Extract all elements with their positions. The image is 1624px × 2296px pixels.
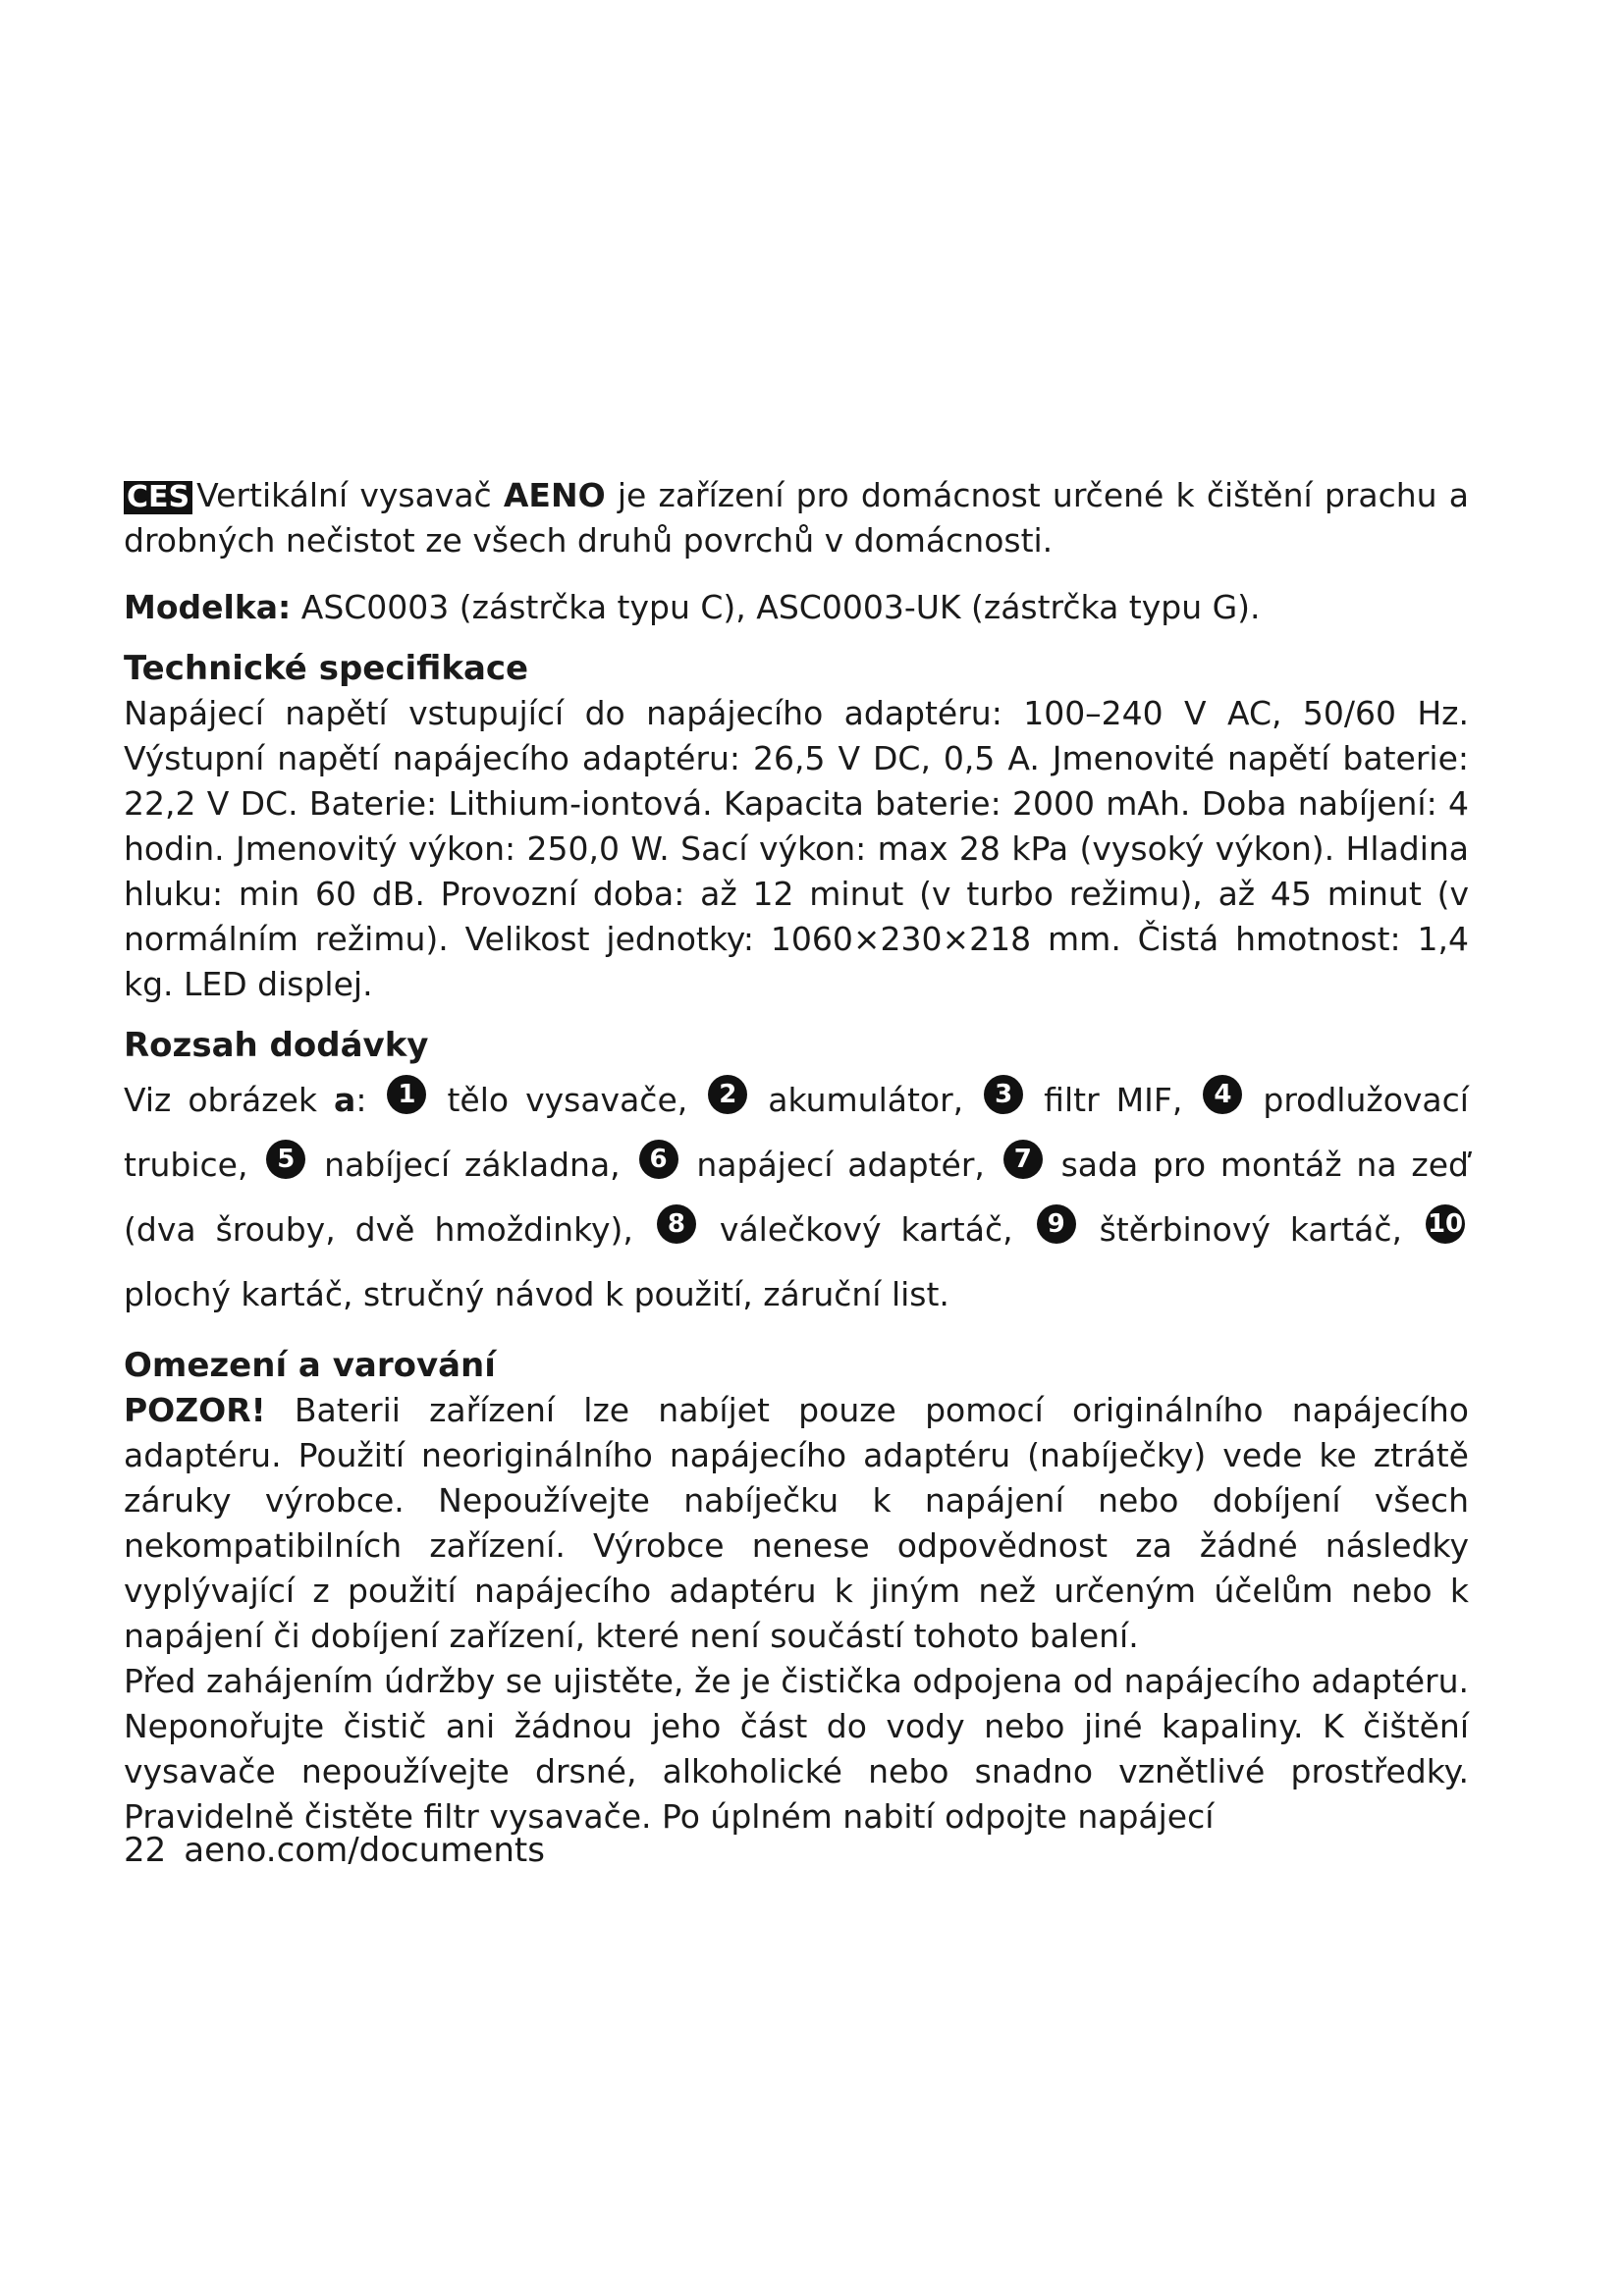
item-number-badge: 7: [1003, 1140, 1043, 1179]
language-badge: CES: [124, 481, 192, 514]
model-paragraph: [124, 585, 1469, 630]
supply-heading: Rozsah dodávky: [124, 1026, 429, 1065]
supply-item: tělo vysavače,: [430, 1081, 688, 1119]
warning-text-1: Baterii zařízení lze nabíjet pouze pomocí originálního napájecího adaptéru. Použití neoriginálního napájecího adaptéru (nabíječky) vede ke ztrátě záruky výrobce. Nepoužívejte nabíječku k napájení nebo dobíjení všech nekompatibilních zařízení. Výrobce nenese odpovědnost za žádné následky vyplývající z použití napájecího adaptéru k jiným než určeným účelům nebo k napájení či dobíjení zařízení, které není součástí tohoto balení.: [124, 1391, 1469, 1655]
supply-item: napájecí adaptér,: [681, 1146, 985, 1184]
model-label: Modelka:: [124, 588, 292, 626]
intro-post: je zařízení pro domácnost určené k čištění prachu a drobných nečistot ze všech druhů povrchů v domácnosti.: [124, 476, 1469, 560]
supply-item: nabíjecí základna,: [309, 1146, 621, 1184]
pozor-label: POZOR!: [124, 1391, 266, 1429]
warning-paragraph-1: [124, 1388, 1469, 1659]
intro-pre: Vertikální vysavač: [196, 476, 504, 514]
intro-paragraph: [124, 473, 1469, 563]
specs-paragraph: Napájecí napětí vstupující do napájecího adaptéru: 100–240 V AC, 50/60 Hz. Výstupní napětí napájecího adaptéru: 26,5 V DC, 0,5 A. Jmenovité napětí baterie: 22,2 V DC. Baterie: Lithium-iontová. Kapacita baterie: 2000 mAh. Doba nabíjení: 4 hodin. Jmenovitý výkon: 250,0 W. Sací výkon: max 28 kPa (vysoký výkon). Hladina hluku: min 60 dB. Provozní doba: až 12 minut (v turbo režimu), až 45 minut (v normálním režimu). Velikost jednotky: 1060×230×218 mm. Čistá hmotnost: 1,4 kg. LED displej.: [124, 694, 1469, 1003]
supply-item: filtr MIF,: [1027, 1081, 1183, 1119]
supply-item: prodlužovací trubice,: [124, 1081, 1469, 1184]
item-number-badge: 1: [387, 1075, 426, 1114]
item-number-badge: 10: [1426, 1204, 1465, 1244]
warnings-heading: Omezení a varování: [124, 1346, 496, 1385]
specs-heading: Technické specifikace: [124, 649, 529, 688]
item-number-badge: 8: [657, 1204, 696, 1244]
supply-item: sada pro montáž na zeď (dva šrouby, dvě hmoždinky),: [124, 1146, 1469, 1249]
page-footer: [124, 1828, 545, 1873]
item-number-badge: 2: [708, 1075, 747, 1114]
supply-item: válečkový kartáč,: [699, 1210, 1013, 1249]
supply-item: štěrbinový kartáč,: [1079, 1210, 1403, 1249]
figure-ref: a: [334, 1081, 356, 1119]
supply-paragraph: [124, 1068, 1469, 1327]
brand-name: AENO: [503, 476, 606, 514]
supply-item: plochý kartáč, stručný návod k použití, záruční list.: [124, 1275, 949, 1313]
supply-intro-pre: Viz obrázek: [124, 1081, 335, 1119]
page-number: 22: [124, 1831, 167, 1870]
footer-url: aeno.com/documents: [184, 1831, 545, 1870]
model-text: ASC0003 (zástrčka typu C), ASC0003-UK (zástrčka typu G).: [291, 588, 1261, 626]
item-number-badge: 5: [266, 1140, 305, 1179]
page-content: [124, 473, 1469, 1840]
warning-paragraph-2: Před zahájením údržby se ujistěte, že je čistička odpojena od napájecího adaptéru. Neponořujte čistič ani žádnou jeho část do vody nebo jiné kapaliny. K čištění vysavače nepoužívejte drsné, alkoholické nebo snadno vznětlivé prostředky. Pravidelně čistěte filtr vysavače. Po úplném nabití odpojte napájecí: [124, 1662, 1469, 1836]
item-number-badge: 9: [1037, 1204, 1076, 1244]
item-number-badge: 3: [984, 1075, 1023, 1114]
item-number-badge: 6: [639, 1140, 678, 1179]
item-number-badge: 4: [1203, 1075, 1242, 1114]
supply-intro-post: :: [355, 1081, 367, 1119]
supply-item: akumulátor,: [751, 1081, 964, 1119]
